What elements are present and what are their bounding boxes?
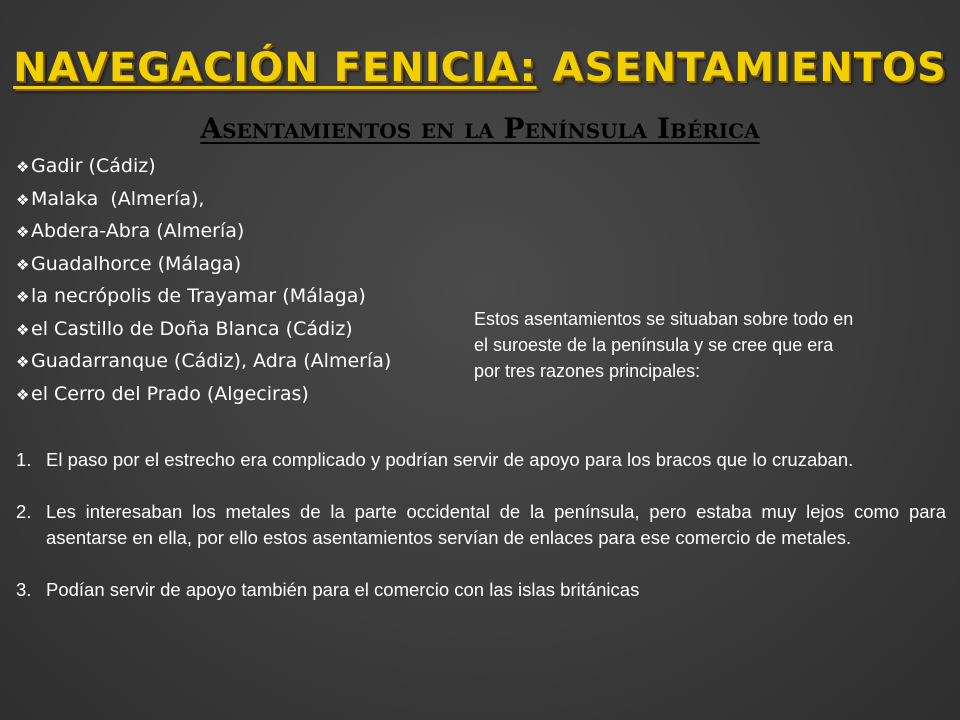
list-item bbox=[16, 248, 391, 281]
slide-subtitle: Asentamientos en la Península Ibérica bbox=[200, 112, 760, 145]
settlement-label: el Castillo de Doña Blanca (Cádiz) bbox=[31, 317, 353, 340]
reason-text: Les interesaban los metales de la parte occidental de la península, pero estaba muy lejos como para asentarse en ella, por ello estos asentamientos servían de enlaces para ese comercio de metales. bbox=[46, 501, 946, 548]
diamond-bullet-icon: ❖ bbox=[16, 385, 30, 404]
reason-item bbox=[16, 499, 946, 551]
diamond-bullet-icon: ❖ bbox=[16, 255, 30, 274]
diamond-bullet-icon: ❖ bbox=[16, 320, 30, 339]
list-item bbox=[16, 313, 391, 346]
title-part-1: NAVEGACIÓN FENICIA: bbox=[13, 45, 537, 91]
settlement-label: Guadarranque (Cádiz), Adra (Almería) bbox=[31, 350, 392, 372]
list-item bbox=[16, 150, 391, 183]
reason-item bbox=[16, 447, 946, 473]
list-item bbox=[16, 378, 391, 411]
settlement-label: el Cerro del Prado (Algeciras) bbox=[31, 382, 309, 405]
settlement-list bbox=[16, 150, 391, 410]
diamond-bullet-icon: ❖ bbox=[16, 158, 30, 176]
diamond-bullet-icon: ❖ bbox=[16, 190, 30, 209]
settlement-label: Malaka (Almería), bbox=[31, 187, 205, 210]
reason-text: El paso por el estrecho era complicado y podrían servir de apoyo para los bracos que lo cruzaban. bbox=[46, 449, 854, 470]
title-part-2: ASENTAMIENTOS bbox=[552, 45, 947, 91]
slide-title bbox=[0, 36, 960, 100]
list-item bbox=[16, 280, 391, 313]
reason-text: Podían servir de apoyo también para el comercio con las islas británicas bbox=[46, 579, 640, 600]
settlement-label: Guadalhorce (Málaga) bbox=[31, 252, 242, 275]
settlement-label: Abdera-Abra (Almería) bbox=[31, 220, 245, 242]
diamond-bullet-icon: ❖ bbox=[16, 353, 30, 371]
reasons-list bbox=[16, 447, 946, 629]
reason-number: 3. bbox=[16, 579, 32, 600]
reason-number: 1. bbox=[16, 449, 32, 470]
list-item bbox=[16, 215, 391, 248]
settlement-label: Gadir (Cádiz) bbox=[31, 155, 156, 177]
diamond-bullet-icon: ❖ bbox=[16, 288, 30, 306]
list-item bbox=[16, 183, 391, 216]
reason-item bbox=[16, 577, 946, 603]
reason-number: 2. bbox=[16, 501, 32, 522]
note-text: Estos asentamientos se situaban sobre todo en el suroeste de la península y se cree que era por tres razones principales: bbox=[474, 309, 854, 381]
diamond-bullet-icon: ❖ bbox=[16, 223, 30, 241]
list-item bbox=[16, 345, 391, 378]
settlement-label: la necrópolis de Trayamar (Málaga) bbox=[31, 285, 366, 307]
